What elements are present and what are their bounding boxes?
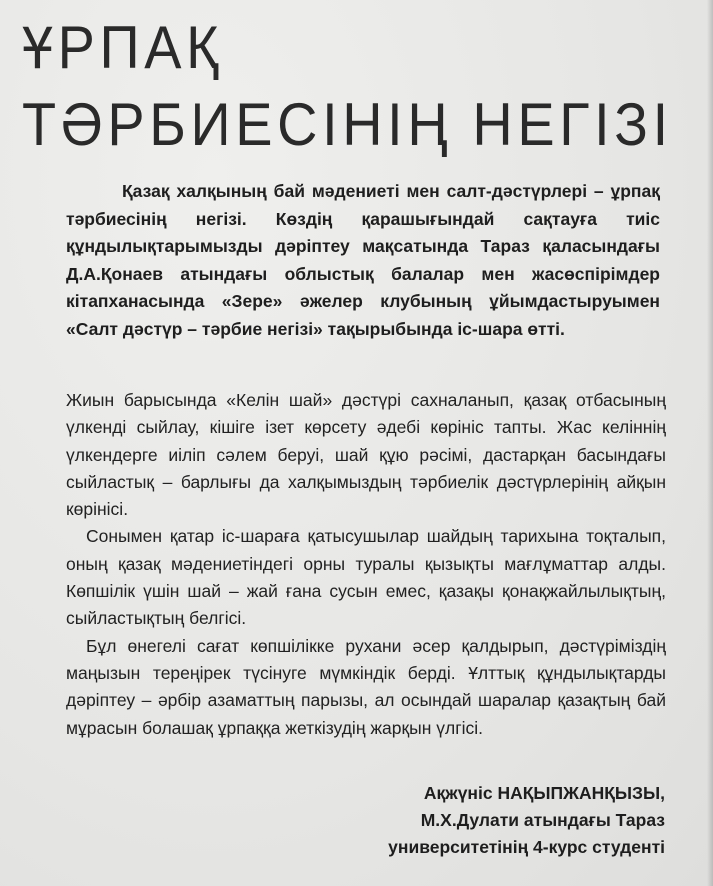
article-body [66,387,666,742]
article-paragraph: Бұл өнегелі сағат көпшілікке рухани әсер қалдырып, дәстүріміздің маңызын тереңірек түсінуге мүмкіндік берді. Ұлттық құндылықтарды дәріптеу – әрбір азаматтың парызы, ал осындай шаралар қазақтың бай мұрасын болашақ ұрпаққа жеткізудің жарқын үлгісі. [66,635,666,738]
article-title-line-2: ТӘРБИЕСІНІҢ НЕГІЗІ [22,91,673,158]
article-title-line-1: ҰРПАҚ [22,14,224,81]
author-affiliation: М.Х.Дулати атындағы Тараз [420,810,665,830]
article-paragraph: Жиын барысында «Келін шай» дәстүрі сахналанып, қазақ отбасының үлкенді сыйлау, кішіге ізет көрсету әдебі көрініс тапты. Жас келіннің үлкендерге иіліп сәлем беруі, шай құю рәсімі, дастарқан басындағы сыйластық – барлығы да халқымыздың тәрбиелік дәстүрлерінің айқын көрінісі. [66,390,666,520]
article-lead: Қазақ халқының бай мәдениеті мен салт-дәстүрлері – ұрпақ тәрбиесінің негізі. Көздің қарашығындай сақтауға тиіс құндылықтарымызды дәріптеу мақсатында Тараз қаласындағы Д.А.Қонаев атындағы облыстық балалар мен жасөспірімдер кітапханасында «Зере» әжелер клубының ұйымдастыруымен «Салт дәстүр – тәрбие негізі» тақырыбында іс-шара өтті. [66,181,660,339]
author-name: Ақжүніс НАҚЫПЖАНҚЫЗЫ, [423,783,665,803]
article-paragraph: Сонымен қатар іс-шараға қатысушылар шайдың тарихына тоқталып, оның қазақ мәдениетіндегі орны туралы қызықты мағлұматтар алды. Көпшілік үшін шай – жай ғана сусын емес, қазақы қонақжайлылықтың, сыйластықтың белгісі. [66,526,666,629]
page-edge-shadow [707,0,713,886]
author-signature [388,780,665,861]
author-status: университетінің 4-курс студенті [388,837,665,857]
